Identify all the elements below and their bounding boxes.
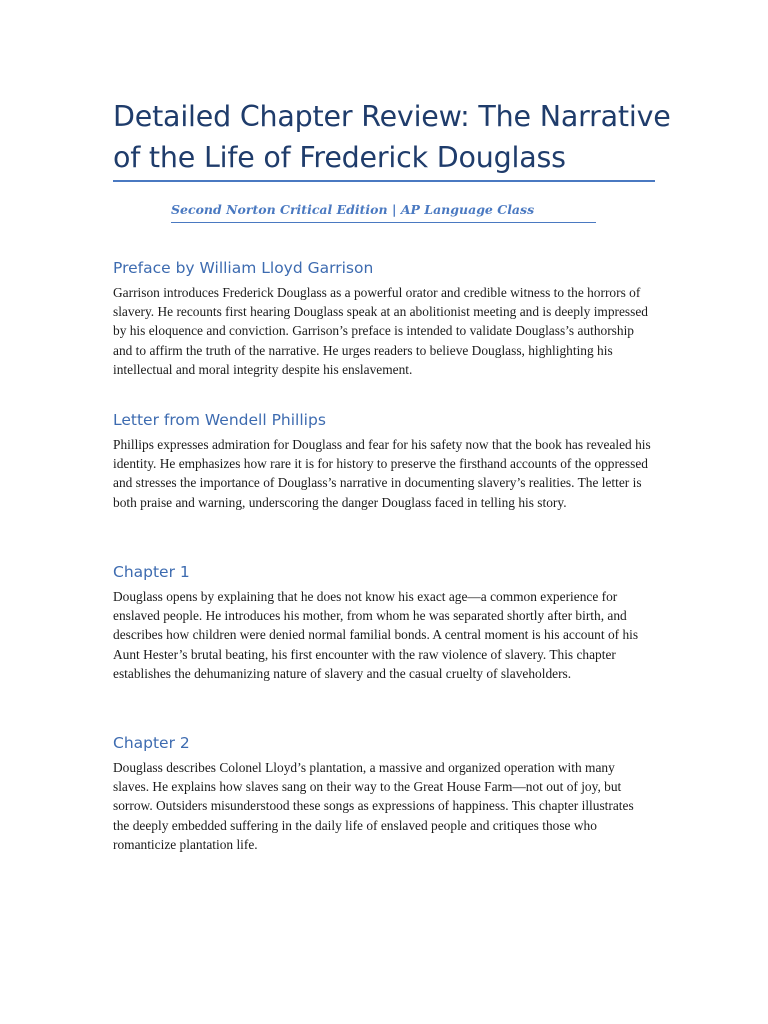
section-body: Garrison introduces Frederick Douglass as a powerful orator and credible witness to the horrors of slavery. He recounts first hearing Douglass speak at an abolitionist meeting and is deeply impressed by his eloquence and conviction. Garrison’s preface is intended to validate Douglass’s authorship and to affirm the truth of the narrative. He urges readers to believe Douglass, highlighting his intellectual and moral integrity despite his enslavement. [113,285,648,377]
section-chapter-1 [113,562,653,683]
document-subtitle: Second Norton Critical Edition | AP Language Class [171,202,535,217]
section-body: Douglass opens by explaining that he does not know his exact age—a common experience for enslaved people. He introduces his mother, from whom he was separated shortly after birth, and describes how children were denied normal familial bonds. A central moment is his account of his Aunt Hester’s brutal beating, his first encounter with the raw violence of slavery. This chapter establishes the dehumanizing nature of slavery and the casual cruelty of slaveholders. [113,589,639,681]
section-heading: Chapter 1 [113,563,190,581]
section-heading: Preface by William Lloyd Garrison [113,259,374,277]
section-heading: Chapter 2 [113,734,190,752]
subtitle-divider [171,222,596,223]
section-body: Phillips expresses admiration for Douglass and fear for his safety now that the book has revealed his identity. He emphasizes how rare it is for history to preserve the firsthand accounts of the oppressed and stresses the importance of Douglass’s narrative in documenting slavery’s realities. The letter is both praise and warning, underscoring the danger Douglass faced in telling his story. [113,437,651,510]
document-title: Detailed Chapter Review: The Narrative of the Life of Frederick Douglass [113,100,671,174]
section-heading: Letter from Wendell Phillips [113,411,326,429]
section-preface [113,258,653,379]
section-body: Douglass describes Colonel Lloyd’s plantation, a massive and organized operation with many slaves. He explains how slaves sang on their way to the Great House Farm—not out of joy, but sorrow. Outsiders misunderstood these songs as expressions of happiness. This chapter illustrates the deeply embedded suffering in the daily life of enslaved people and critiques those who romanticize plantation life. [113,760,634,852]
section-chapter-2 [113,733,653,854]
section-letter [113,410,653,512]
title-divider [113,180,655,182]
